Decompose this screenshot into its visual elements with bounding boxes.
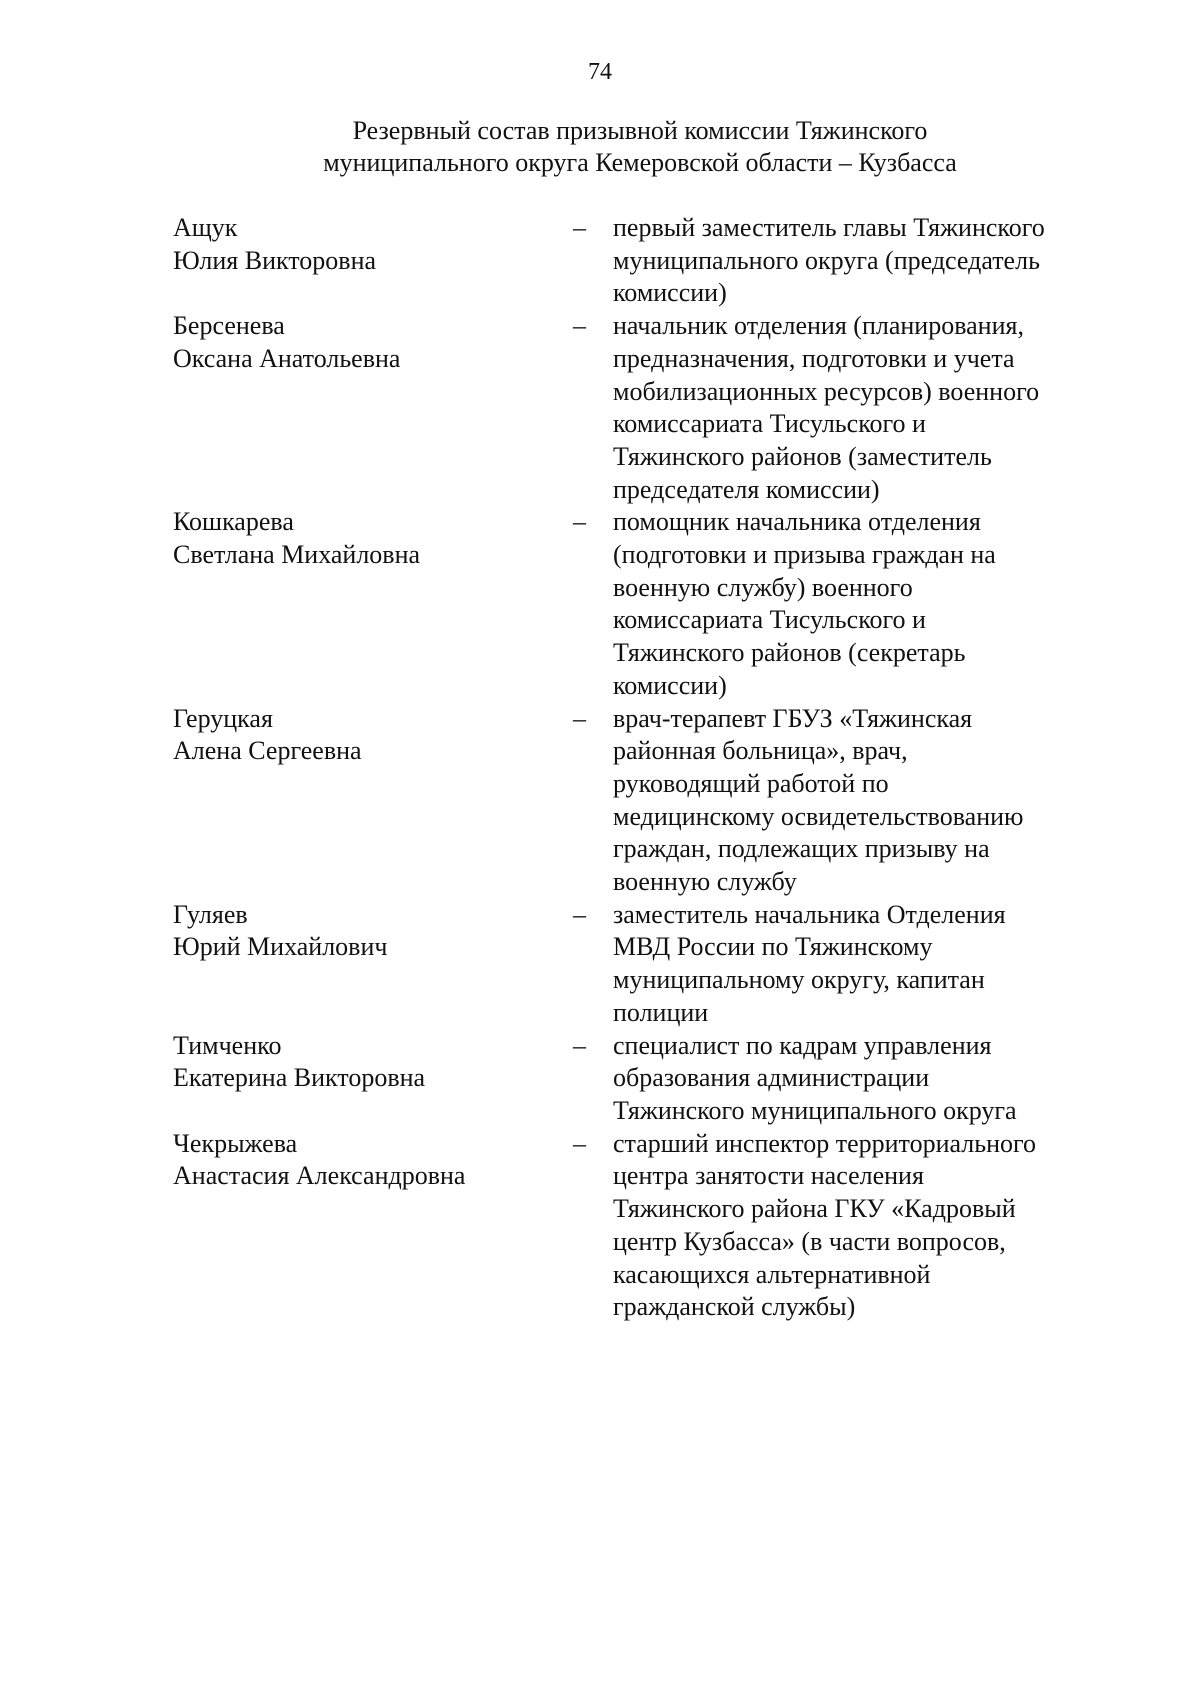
member-role-line: начальник отделения (планирования, [613, 311, 1024, 341]
member-role-line: предназначения, подготовки и учета [613, 343, 1015, 373]
member-role-line: специалист по кадрам управления [613, 1030, 992, 1060]
member-surname: Чекрыжева [173, 1128, 298, 1158]
member-role-line: мобилизационных ресурсов) военного [613, 376, 1040, 406]
member-given-name: Анастасия Александровна [173, 1161, 466, 1191]
member-given-name: Екатерина Викторовна [173, 1063, 426, 1093]
member-given-name: Оксана Анатольевна [173, 343, 401, 373]
member-role [613, 212, 1103, 310]
member-role-line: руководящий работой по [613, 768, 889, 798]
member-given-name: Юлия Викторовна [173, 245, 377, 275]
member-role-line: Тяжинского муниципального округа [613, 1095, 1017, 1125]
member-role-line: старший инспектор территориального [613, 1128, 1037, 1158]
member-role-line: председателя комиссии) [613, 474, 880, 504]
document-title [250, 115, 1030, 179]
member-dash: – [573, 1128, 586, 1158]
member-role-line: первый заместитель главы Тяжинского [613, 213, 1045, 242]
member-role-line: центра занятости населения [613, 1161, 924, 1191]
member-role-line: граждан, подлежащих призыву на [613, 834, 990, 864]
member-name [173, 1128, 573, 1193]
member-role-line: военную службу) военного [613, 572, 913, 602]
member-dash: – [573, 703, 586, 733]
member-role-line: гражданской службы) [613, 1292, 856, 1322]
page-number: 74 [588, 59, 612, 85]
member-row [173, 506, 1103, 702]
member-role-line: муниципального округа (председатель [613, 245, 1040, 275]
member-role [613, 310, 1103, 506]
member-role-line: (подготовки и призыва граждан на [613, 540, 996, 570]
member-role-line: заместитель начальника Отделения [613, 899, 1006, 929]
member-role-line: комиссии) [613, 670, 727, 700]
member-role-line: МВД России по Тяжинскому [613, 932, 933, 962]
member-role-line: комиссариата Тисульского и [613, 605, 926, 635]
member-name [173, 212, 573, 277]
member-name [173, 1030, 573, 1095]
member-row [173, 899, 1103, 1030]
member-given-name: Юрий Михайлович [173, 932, 388, 962]
member-role [613, 703, 1103, 899]
member-surname: Берсенева [173, 311, 285, 341]
member-dash: – [573, 507, 586, 537]
member-name [173, 506, 573, 571]
member-role [613, 899, 1103, 1030]
member-given-name: Алена Сергеевна [173, 736, 362, 766]
member-role-line: Тяжинского района ГКУ «Кадровый [613, 1194, 1016, 1224]
member-role-line: военную службу [613, 867, 797, 897]
member-role-line: Тяжинского районов (секретарь [613, 638, 966, 668]
member-given-name: Светлана Михайловна [173, 540, 421, 570]
member-role-line: полиции [613, 997, 709, 1027]
member-surname: Кошкарева [173, 507, 294, 537]
member-surname: Геруцкая [173, 703, 273, 733]
member-dash: – [573, 311, 586, 341]
member-surname: Тимченко [173, 1030, 282, 1060]
member-surname: Гуляев [173, 899, 248, 929]
member-role-line: комиссариата Тисульского и [613, 409, 926, 439]
document-title-line: Резервный состав призывной комиссии Тяжинского [352, 116, 928, 145]
member-role-line: помощник начальника отделения [613, 507, 981, 537]
member-row [173, 1128, 1103, 1324]
member-role-line: Тяжинского районов (заместитель [613, 441, 992, 471]
member-surname: Ащук [173, 213, 238, 242]
member-name [173, 899, 573, 964]
member-role [613, 1128, 1103, 1324]
member-row [173, 703, 1103, 899]
document-title-line: муниципального округа Кемеровской области – Кузбасса [323, 148, 957, 177]
member-role [613, 506, 1103, 702]
member-dash: – [573, 1030, 586, 1060]
member-role-line: центр Кузбасса» (в части вопросов, [613, 1226, 1006, 1256]
member-role-line: врач-терапевт ГБУЗ «Тяжинская [613, 703, 973, 733]
member-name [173, 703, 573, 768]
members-list [173, 212, 1103, 1324]
member-role-line: комиссии) [613, 278, 727, 308]
member-role [613, 1030, 1103, 1128]
member-row [173, 212, 1103, 310]
member-role-line: медицинскому освидетельствованию [613, 801, 1024, 831]
member-name [173, 310, 573, 375]
member-dash: – [573, 899, 586, 929]
member-row [173, 1030, 1103, 1128]
member-role-line: районная больница», врач, [613, 736, 908, 766]
member-dash: – [573, 213, 586, 242]
member-role-line: касающихся альтернативной [613, 1259, 931, 1289]
member-role-line: образования администрации [613, 1063, 930, 1093]
member-row [173, 310, 1103, 506]
member-role-line: муниципальному округу, капитан [613, 965, 985, 995]
